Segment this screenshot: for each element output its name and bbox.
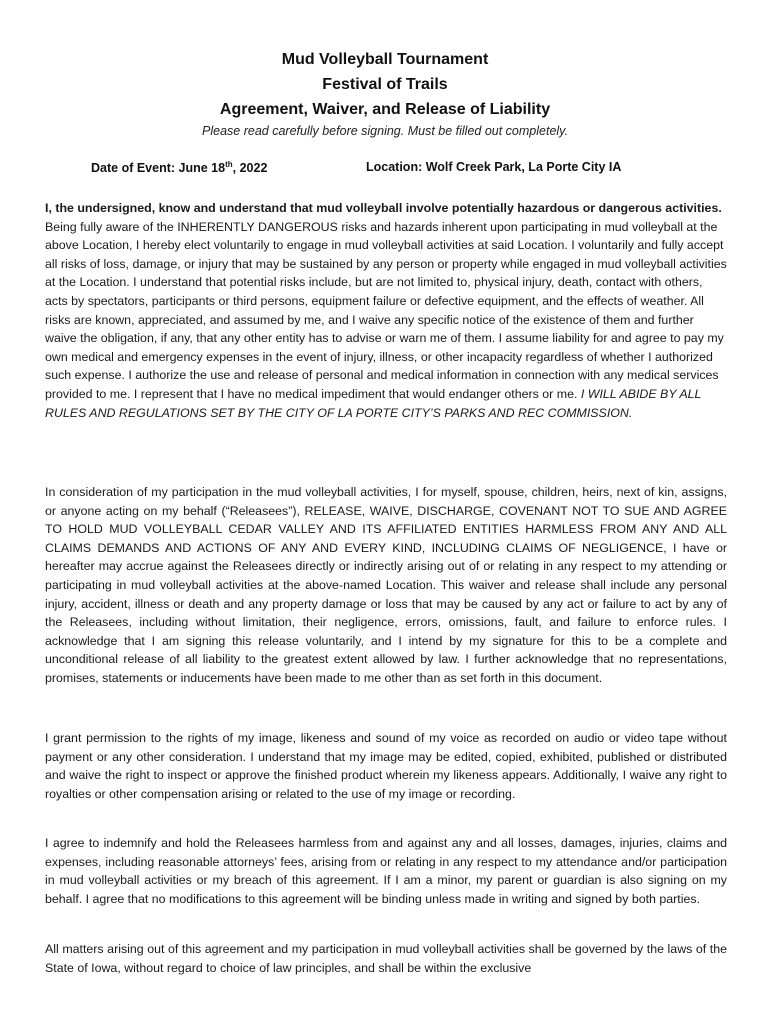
event-date-label: Date of Event: June 18 [91,161,226,176]
event-date [91,160,267,175]
paragraph-image-rights: I grant permission to the rights of my image, likeness and sound of my voice as recorded on audio or video tape without payment or any other consideration. I understand that my image may be edited, copied, exhibited, published or distributed and waive the right to inspect or approve the finished product wherein my likeness appears. Additionally, I waive any right to royalties or other compensation arising or related to the use of my image or recording. [45,731,727,801]
paragraph-release-waiver: In consideration of my participation in the mud volleyball activities, I for myself, spouse, children, heirs, next of kin, assigns, or anyone acting on my behalf (“Releasees”), RELEASE, WAIVE, DISCHARGE, COVENANT NOT TO SUE AND AGREE TO HOLD MUD VOLLEYBALL CEDAR VALLEY AND ITS AFFILIATED ENTITIES HARMLESS FROM ANY AND ALL CLAIMS DEMANDS AND ACTIONS OF ANY AND EVERY KIND, INCLUDING CLAIMS OF NEGLIGENCE, I have or hereafter may accrue against the Releasees directly or indirectly arising out of or relating in any respect to my attending or participating in mud volleyball activities at the above-named Location. This waiver and release shall include any personal injury, accident, illness or death and any property damage or loss that may be caused by any act or failure to act by any of the Releasees, including without limitation, their negligence, errors, omissions, fault, and failure to enforce rules. I acknowledge that I am signing this release voluntarily, and I intend by my signature for this to be a complete and unconditional release of all liability to the greatest extent allowed by law. I further acknowledge that no representations, promises, statements or inducements have been made to me other than as set forth in this document. [45,485,727,685]
paragraph-risk-acknowledgement [45,199,727,422]
paragraph-indemnification: I agree to indemnify and hold the Releasees harmless from and against any and all losses, damages, injuries, claims and expenses, including reasonable attorneys’ fees, arising from or relating in any respect to my attendance and/or participation in mud volleyball activities or my breach of this agreement. If I am a minor, my parent or guardian is also signing on my behalf. I agree that no modifications to this agreement will be binding unless made in writing and signed by both parties. [45,836,727,906]
document-title-line3: Agreement, Waiver, and Release of Liability [219,101,551,118]
event-location: Location: Wolf Creek Park, La Porte City IA [366,160,622,174]
paragraph-governing-law: All matters arising out of this agreement and my participation in mud volleyball activities shall be governed by the laws of the State of Iowa, without regard to choice of law principles, and shall be within the exclusive [45,942,727,975]
document-title-line2: Festival of Trails [322,76,448,93]
instructions-text: Please read carefully before signing. Must be filled out completely. [202,124,568,138]
event-date-year: , 2022 [232,161,268,176]
document-title-line1: Mud Volleyball Tournament [281,51,489,68]
risk-acknowledgement-heading: I, the undersigned, know and understand that mud volleyball involve potentially hazardous or dangerous activities. [45,201,722,215]
risk-acknowledgement-body: Being fully aware of the INHERENTLY DANGEROUS risks and hazards inherent upon participating in mud volleyball at the above Location, I hereby elect voluntarily to engage in mud volleyball activities at said Location. I voluntarily and fully accept all risks of loss, damage, or injury that may be sustained by any person or property while engaged in mud volleyball activities at the Location. I understand that potential risks include, but are not limited to, physical injury, death, contact with others, acts by spectators, participants or third persons, equipment failure or defective equipment, and the effects of weather. All risks are known, appreciated, and assumed by me, and I waive any specific notice of the existence of them and further waive the obligation, if any, that any other entity has to advise or warn me of them. I assume liability for and agree to pay my own medical and emergency expenses in the event of injury, illness, or other incapacity regardless of whether I authorized such expense. I authorize the use and release of personal and medical information in connection with any medical services provided to me. I represent that I have no medical impediment that would endanger others or me. [45,219,727,401]
event-date-suffix: th [225,160,233,169]
rules-compliance-statement: I WILL ABIDE BY ALL RULES AND REGULATIONS SET BY THE CITY OF LA PORTE CITY’S PARKS AND REC COMMISSION. [45,386,702,420]
